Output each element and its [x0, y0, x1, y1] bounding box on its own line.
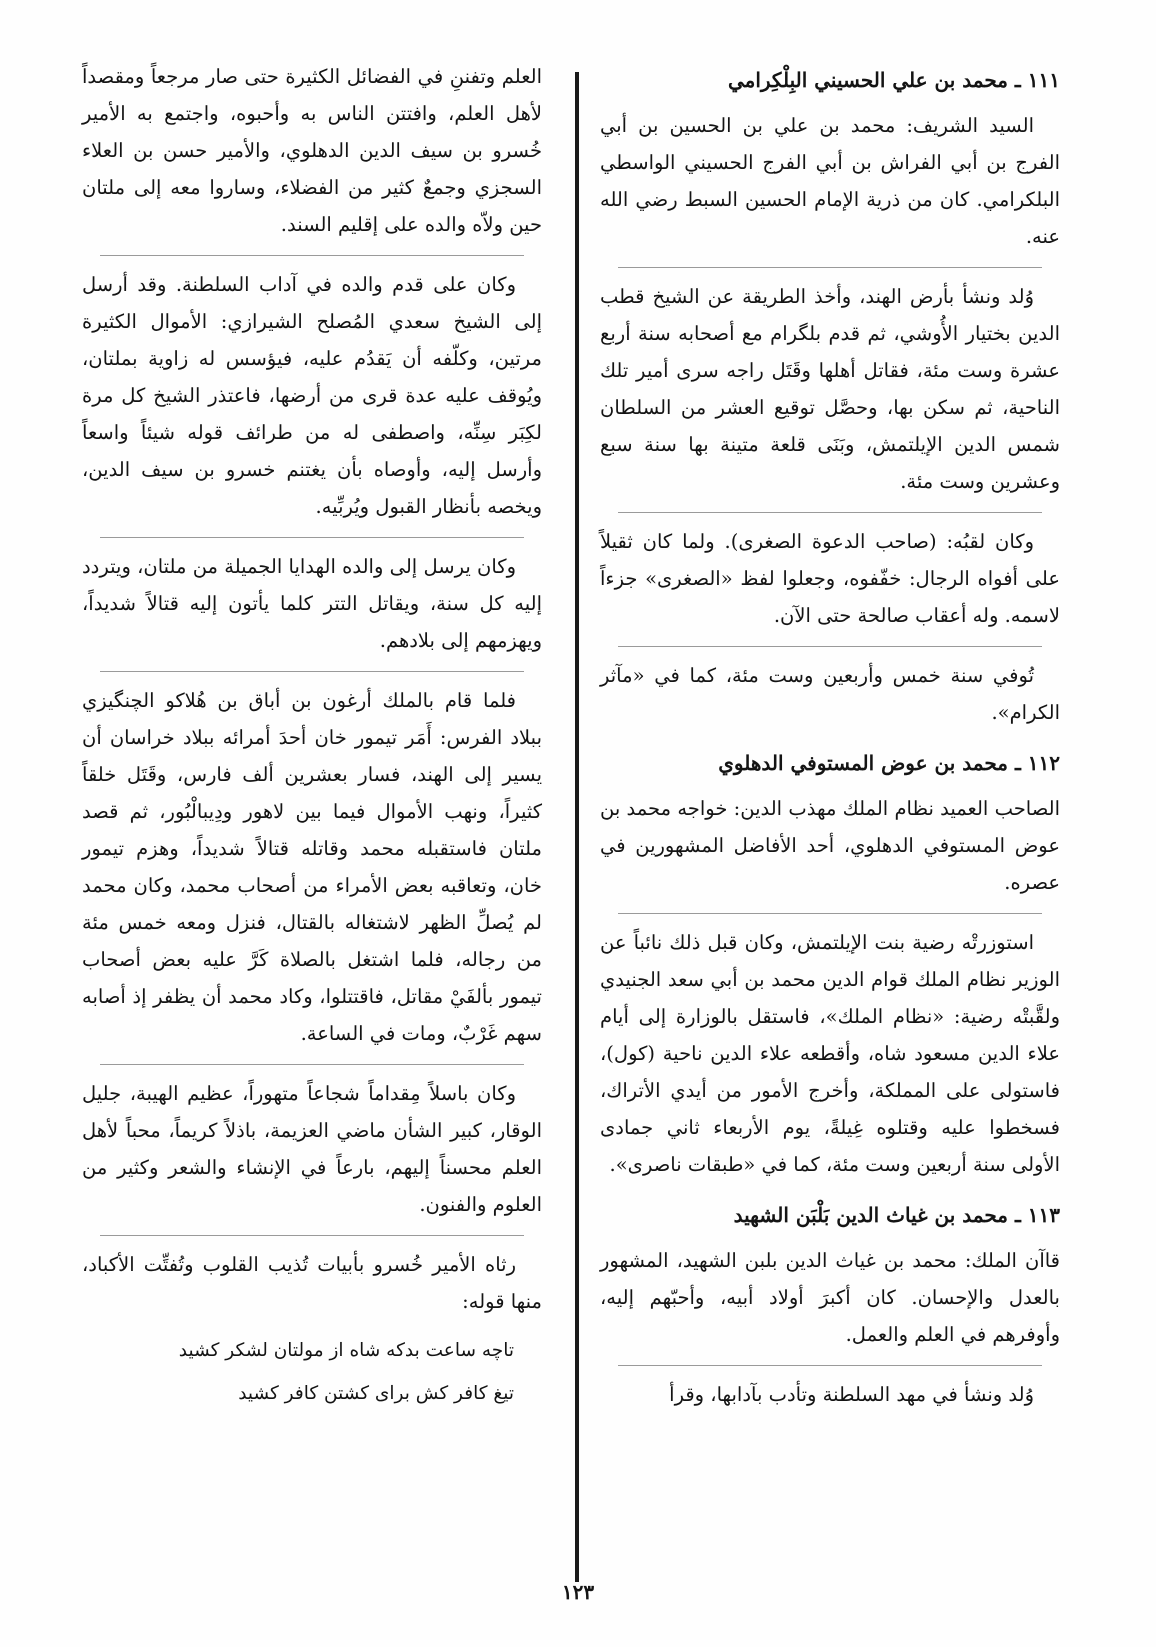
entry-paragraph: استوزرتْه رضية بنت الإيلتمش، وكان قبل ذلك نائباً عن الوزير نظام الملك قوام الدين محمد بن أبي سعد الجنيدي ولقَّبتْه رضية: «نظام الملك»، فاستقل بالوزارة إلى أيام علاء الدين مسعود شاه، وأقطعه علاء الدين ناحية (كول)، فاستولى على المملكة، وأخرج الأمور من أيدي الأتراك، فسخطوا عليه وقتلوه غِيلةً، يوم الأربعاء ثاني جمادى الأولى سنة أربعين وست مئة، كما في «طبقات ناصرى». — [600, 931, 1060, 1176]
body-paragraph: رثاه الأمير خُسرو بأبيات تُذيب القلوب وتُفتِّت الأكباد، منها قوله: — [82, 1253, 542, 1313]
paragraph-divider — [618, 1365, 1041, 1366]
left-column — [82, 58, 542, 1418]
entry-paragraph: وكان لقبُه: (صاحب الدعوة الصغرى). ولما كان ثقيلاً على أفواه الرجال: خفّفوه، وجعلوا لفظ «الصغرى» جزءاً لاسمه. وله أعقاب صالحة حتى الآن. — [600, 530, 1060, 627]
entry-heading: ١١٢ ـ محمد بن عوض المستوفي الدهلوي — [718, 751, 1060, 775]
paragraph-divider — [100, 255, 523, 256]
page-number: ١٢٣ — [561, 1580, 595, 1604]
entry-heading: ١١١ ـ محمد بن علي الحسيني البِلْكِرامي — [727, 68, 1060, 92]
entry-paragraph: الصاحب العميد نظام الملك مهذب الدين: خواجه محمد بن عوض المستوفي الدهلوي، أحد الأفاضل المشهورين في عصره. — [600, 797, 1060, 894]
body-paragraph: وكان على قدم والده في آداب السلطنة. وقد أرسل إلى الشيخ سعدي المُصلح الشيرازي: الأموال الكثيرة مرتين، وكلّفه أن يَقدُم عليه، فيؤسس له زاوية بملتان، ويُوقف عليه عدة قرى من أرضها، فاعتذر الشيخ كل مرة لكِبَر سِنِّه، واصطفى له من طرائف قوله شيئاً واسعاً وأرسل إليه، وأوصاه بأن يغتنم خسرو بن سيف الدين، ويخصه بأنظار القبول ويُربِّيه. — [82, 273, 542, 518]
entry-paragraph: تُوفي سنة خمس وأربعين وست مئة، كما في «مآثر الكرام». — [600, 664, 1060, 724]
body-paragraph: وكان باسلاً مِقداماً شجاعاً متهوراً، عظيم الهيبة، جليل الوقار، كبير الشأن ماضي العزيمة، باذلاً كريماً، محباً لأهل العلم محسناً إليهم، بارعاً في الإنشاء والشعر وكثير من العلوم والفنون. — [82, 1082, 542, 1216]
paragraph-divider — [618, 512, 1041, 513]
entry-paragraph: وُلد ونشأ في مهد السلطنة وتأدب بآدابها، وقرأ — [669, 1383, 1034, 1406]
paragraph-divider — [618, 646, 1041, 647]
poem-verse: تاچه ساعت بدكه شاه از مولتان لشكر كشيد — [178, 1340, 514, 1361]
poem-verse: تيغ كافر كش براى كشتن كافر كشيد — [238, 1383, 514, 1404]
body-paragraph: وكان يرسل إلى والده الهدايا الجميلة من ملتان، ويتردد إليه كل سنة، ويقاتل التتر كلما يأتون إليه قتالاً شديداً، ويهزمهم إلى بلادهم. — [82, 555, 542, 652]
column-divider — [575, 72, 579, 1582]
body-paragraph: فلما قام بالملك أرغون بن أباق بن هُلاكو الچنگيزي ببلاد الفرس: أَمَر تيمور خان أحدَ أمرائه ببلاد خراسان أن يسير إلى الهند، فسار بعشرين ألف فارس، وقَتَل خلقاً كثيراً، ونهب الأموال فيما بين لاهور ودِيبالْبُور، ثم قصد ملتان فاستقبله محمد وقاتله قتالاً شديداً، وهزم تيمور خان، وتعاقبه بعض الأمراء من أصحاب محمد، وكان محمد لم يُصلِّ الظهر لاشتغاله بالقتال، فنزل ومعه خمس مئة من رجاله، فلما اشتغل بالصلاة كَرَّ عليه بعض أصحاب تيمور بألفَيْ مقاتل، فاقتتلوا، وكاد محمد أن يظفر إذ أصابه سهم غَرْبٌ، ومات في الساعة. — [82, 689, 542, 1045]
paragraph-divider — [100, 537, 523, 538]
entry-paragraph: وُلد ونشأ بأرض الهند، وأخذ الطريقة عن الشيخ قطب الدين بختيار الأُوشي، ثم قدم بلگرام مع أصحابه سنة أربع عشرة وست مئة، فقاتل أهلها وقَتَل راجه سرى أمير تلك الناحية، ثم سكن بها، وحصَّل توقيع العشر من السلطان شمس الدين الإيلتمش، وبَنَى قلعة متينة بها سنة سبع وعشرين وست مئة. — [600, 285, 1060, 493]
entry-paragraph: قاآن الملك: محمد بن غياث الدين بلبن الشهيد، المشهور بالعدل والإحسان. كان أكبرَ أولاد أبيه، وأحبّهم إليه، وأوفرهم في العلم والعمل. — [600, 1249, 1060, 1346]
paragraph-divider — [100, 671, 523, 672]
body-paragraph: العلم وتفننِ في الفضائل الكثيرة حتى صار مرجعاً ومقصداً لأهل العلم، وافتتن الناس به وأحبوه، واجتمع به الأمير خُسرو بن سيف الدين الدهلوي، والأمير حسن بن العلاء السجزي وجمعٌ كثير من الفضلاء، وساروا معه إلى ملتان حين ولاّه والده على إقليم السند. — [82, 65, 542, 236]
entry-heading: ١١٣ ـ محمد بن غياث الدين بَلْبَن الشهيد — [733, 1203, 1060, 1227]
paragraph-divider — [618, 267, 1041, 268]
paragraph-divider — [618, 913, 1041, 914]
paragraph-divider — [100, 1064, 523, 1065]
right-column — [600, 58, 1060, 1425]
paragraph-divider — [100, 1235, 523, 1236]
entry-paragraph: السيد الشريف: محمد بن علي بن الحسين بن أبي الفرج بن أبي الفراش بن أبي الفرج الحسيني الواسطي البلكرامي. كان من ذرية الإمام الحسين السبط رضي الله عنه. — [600, 114, 1060, 248]
